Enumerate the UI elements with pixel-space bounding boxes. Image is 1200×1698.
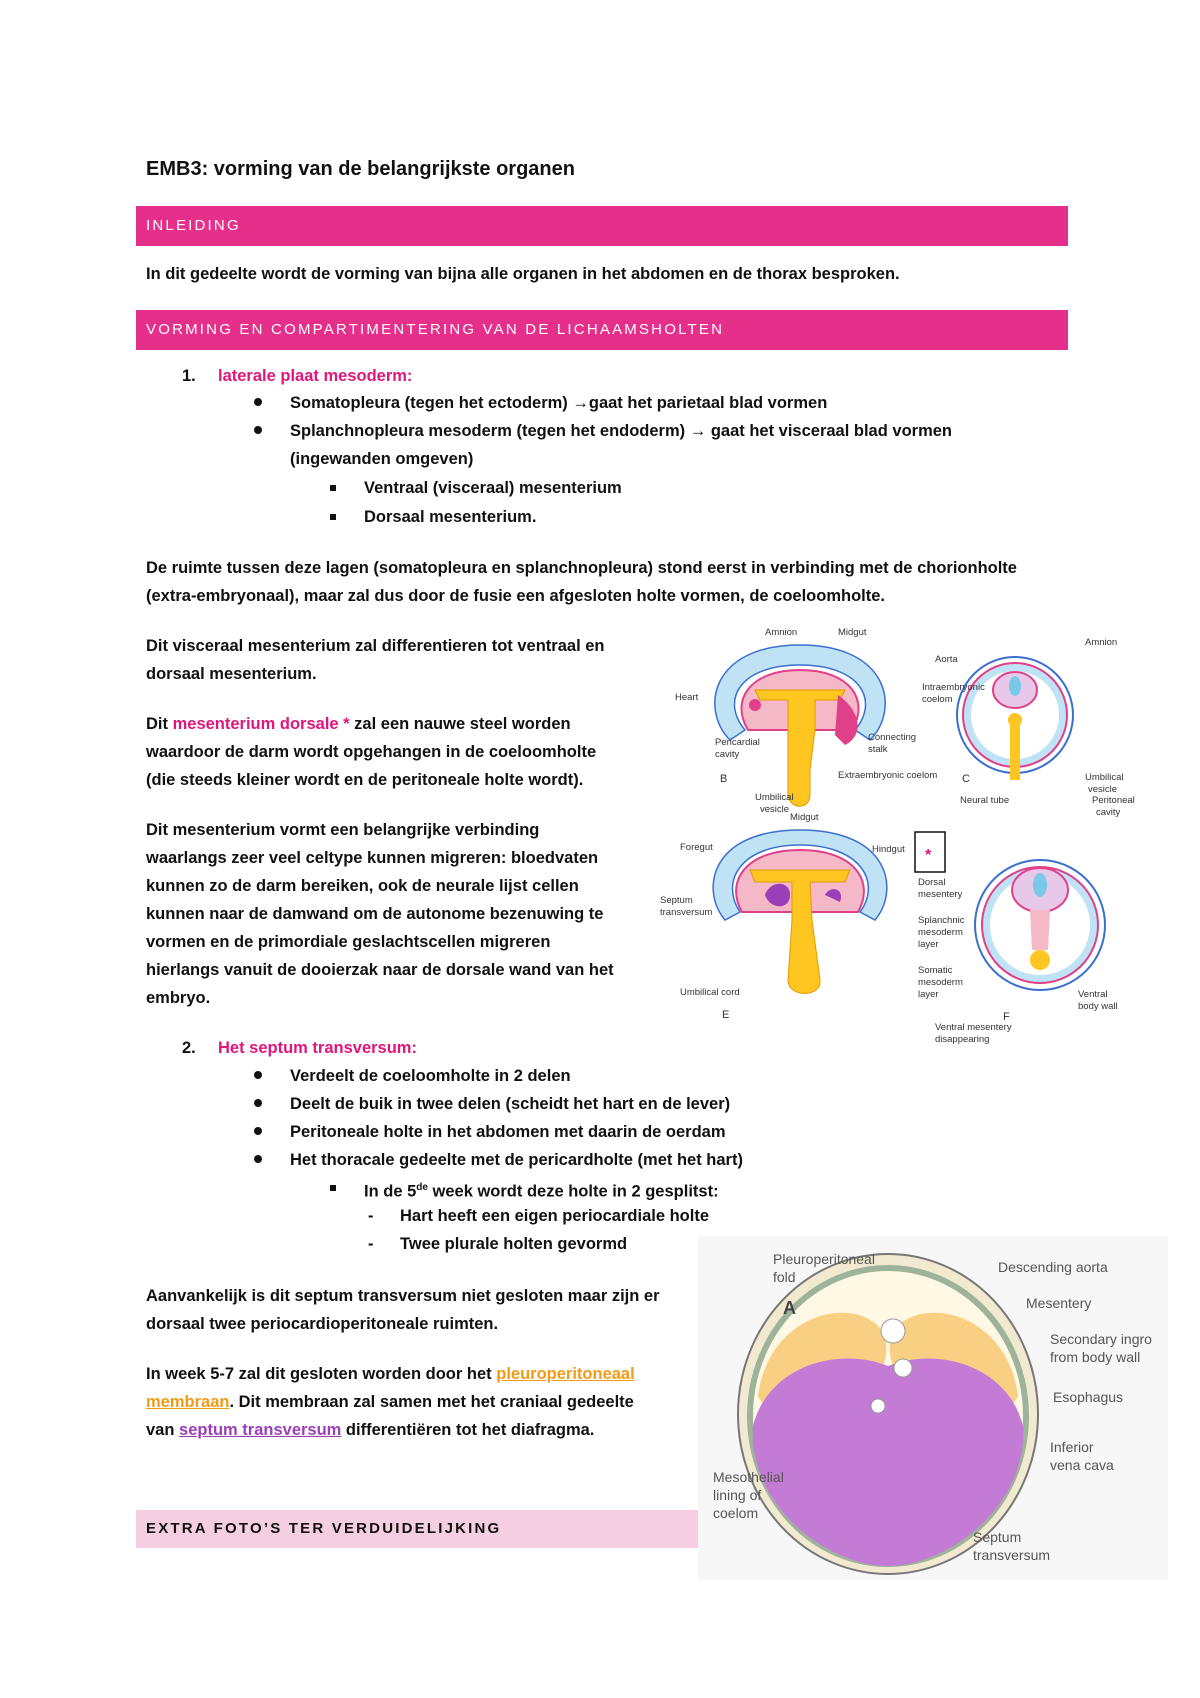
dash-icon: -	[368, 1235, 374, 1253]
list2-bullet4: Het thoracale gedeelte met de pericardholte (met het hart)	[290, 1151, 743, 1169]
panel-e	[660, 812, 905, 1021]
section-header-inleiding: INLEIDING	[136, 206, 1068, 246]
list1-sub1: Ventraal (visceraal) mesenterium	[364, 479, 622, 497]
label: Dorsal	[918, 877, 946, 888]
square-bullet-icon	[330, 485, 336, 491]
label: Splanchnic	[918, 915, 965, 926]
para3-pre: Dit	[146, 715, 173, 733]
label: transversum	[973, 1547, 1051, 1563]
label: Septum	[973, 1529, 1022, 1545]
square-bullet-icon	[330, 514, 336, 520]
para2-line2: dorsaal mesenterium.	[146, 665, 317, 683]
para4-line4: kunnen naar de damwand om de autonome bezenuwing te	[146, 905, 604, 923]
label: Connecting	[868, 732, 917, 743]
label: Intraembryonic	[922, 682, 985, 693]
label: Foregut	[680, 842, 713, 853]
para2-line1: Dit visceraal mesenterium zal differentieren tot ventraal en	[146, 637, 605, 655]
label: Hindgut	[872, 844, 905, 855]
list2-bullet2: Deelt de buik in twee delen (scheidt het hart en de lever)	[290, 1095, 731, 1113]
label: vesicle	[1088, 784, 1118, 795]
label: cavity	[1096, 807, 1121, 818]
label: E	[722, 1009, 730, 1021]
link-septum-transversum[interactable]: septum transversum	[179, 1421, 342, 1439]
dash-icon: -	[368, 1207, 374, 1225]
label: Umbilical	[755, 792, 794, 803]
label: Aorta	[935, 654, 958, 665]
label: Esophagus	[1053, 1389, 1124, 1405]
link-membraan[interactable]: membraan	[146, 1393, 230, 1411]
bullet-icon	[254, 398, 262, 406]
list2-sub1-sup: de	[416, 1182, 428, 1193]
list2-sub1-pre: In de 5	[364, 1182, 417, 1201]
list2-bullet1: Verdeelt de coeloomholte in 2 delen	[290, 1067, 571, 1085]
label: Mesentery	[1026, 1295, 1092, 1311]
label: Septum	[660, 895, 693, 906]
label: layer	[918, 939, 939, 950]
intro-text: In dit gedeelte wordt de vorming van bijna alle organen in het abdomen en de thorax besproken.	[146, 265, 900, 283]
bullet-icon	[254, 426, 262, 434]
link-pleuroperitoneaal[interactable]: pleuroperitoneaal	[496, 1365, 635, 1383]
label: stalk	[868, 744, 888, 755]
para4-line2: waarlangs zeer veel celtype kunnen migreren: bloedvaten	[146, 849, 599, 867]
section-header-extra: EXTRA FOTO’S TER VERDUIDELIJKING	[136, 1510, 698, 1548]
para3-line2: waardoor de darm wordt opgehangen in de coeloomholte	[146, 743, 597, 761]
para4-line7: embryo.	[146, 989, 211, 1007]
para3-line1	[146, 710, 571, 738]
panel-f	[918, 795, 1135, 1045]
label: vena cava	[1050, 1457, 1114, 1473]
label: Midgut	[838, 627, 867, 638]
para5-line2: dorsaal twee periocardioperitoneale ruimten.	[146, 1315, 499, 1333]
para4-line5: vormen en de primordiale geslachtscellen migreren	[146, 933, 551, 951]
label: Heart	[675, 692, 699, 703]
label: A	[783, 1298, 796, 1318]
label: Midgut	[790, 812, 819, 823]
para6-post2: differentiëren tot het diafragma.	[341, 1421, 595, 1439]
para6-line2	[146, 1388, 634, 1416]
bullet-icon	[254, 1127, 262, 1135]
para4-line1: Dit mesenterium vormt een belangrijke verbinding	[146, 821, 540, 839]
page-title: EMB3: vorming van de belangrijkste organen	[146, 158, 575, 180]
label: transversum	[660, 907, 713, 918]
para5-line1: Aanvankelijk is dit septum transversum niet gesloten maar zijn er	[146, 1287, 660, 1305]
para4-line3: kunnen zo de darm bereiken, ook de neurale lijst cellen	[146, 877, 579, 895]
bullet-icon	[254, 1155, 262, 1163]
list1-bullet2-cont: (ingewanden omgeven)	[290, 450, 474, 468]
list1-bullet1: Somatopleura (tegen het ectoderm) →gaat het parietaal blad vormen	[290, 394, 828, 412]
diaphragm-figure	[698, 1236, 1168, 1580]
para6-line1	[146, 1360, 635, 1388]
label: Umbilical cord	[680, 987, 740, 998]
list1-title: laterale plaat mesoderm:	[218, 367, 413, 385]
label: Neural tube	[960, 795, 1010, 806]
label: body wall	[1078, 1001, 1118, 1012]
label: Inferior	[1050, 1439, 1094, 1455]
label: mesoderm	[918, 977, 963, 988]
list2-dash2: Twee plurale holten gevormd	[400, 1235, 628, 1253]
square-bullet-icon	[330, 1185, 336, 1191]
panel-b	[675, 627, 937, 815]
label: Peritoneal	[1092, 795, 1135, 806]
list2-dash1: Hart heeft een eigen periocardiale holte	[400, 1207, 710, 1225]
list1-sub2: Dorsaal mesenterium.	[364, 508, 537, 526]
panel-c	[922, 637, 1124, 795]
label: Ventral mesentery	[935, 1022, 1012, 1033]
para6-line3	[146, 1416, 594, 1444]
section-header-vorming: VORMING EN COMPARTIMENTERING VAN DE LICHAAMSHOLTEN	[136, 310, 1068, 350]
para1-line2: (extra-embryonaal), maar zal dus door de fusie een afgesloten holte vormen, de coeloomholte.	[146, 587, 886, 605]
label: lining of	[713, 1487, 762, 1503]
label: layer	[918, 989, 939, 1000]
para6-mid: . Dit membraan zal samen met het craniaal gedeelte	[229, 1393, 634, 1411]
label: Somatic	[918, 965, 953, 976]
para3-line3: (die steeds kleiner wordt en de peritoneale holte wordt).	[146, 771, 584, 789]
label: vesicle	[760, 804, 790, 815]
label: Secondary ingro	[1050, 1331, 1152, 1347]
para6-pre2: van	[146, 1421, 180, 1439]
label: Pleuroperitoneal	[773, 1251, 875, 1267]
para3-post: zal een nauwe steel worden	[349, 715, 571, 733]
list2-sub1	[364, 1174, 719, 1206]
bullet-icon	[254, 1099, 262, 1107]
label: coelom	[922, 694, 953, 705]
label: mesoderm	[918, 927, 963, 938]
label: mesentery	[918, 889, 963, 900]
list1-bullet2: Splanchnopleura mesoderm (tegen het endoderm) → gaat het visceraal blad vormen	[290, 422, 952, 440]
para3-highlight: mesenterium dorsale *	[172, 715, 350, 733]
star-marker: *	[925, 847, 932, 864]
label: coelom	[713, 1505, 759, 1521]
label: Mesothelial	[713, 1469, 784, 1485]
list2-number: 2.	[182, 1039, 196, 1057]
list2-sub1-post: week wordt deze holte in 2 gesplitst:	[427, 1182, 719, 1201]
label: Ventral	[1078, 989, 1108, 1000]
para1-line1: De ruimte tussen deze lagen (somatopleura en splanchnopleura) stond eerst in verbinding met de chorionholte	[146, 559, 1017, 577]
label: from body wall	[1050, 1349, 1141, 1365]
para6-pre: In week 5-7 zal dit gesloten worden door het	[146, 1365, 497, 1383]
list1-number: 1.	[182, 367, 196, 385]
list2-bullet3: Peritoneale holte in het abdomen met daarin de oerdam	[290, 1123, 726, 1141]
embryo-folding-figure	[660, 620, 1140, 1080]
label: B	[720, 773, 728, 785]
label: Descending aorta	[998, 1259, 1108, 1275]
label: F	[1003, 1011, 1010, 1023]
label: disappearing	[935, 1034, 990, 1045]
label: C	[962, 773, 970, 785]
label: Amnion	[1085, 637, 1118, 648]
label: Umbilical	[1085, 772, 1124, 783]
label: Extraembryonic coelom	[838, 770, 938, 781]
label: fold	[773, 1269, 796, 1285]
para4-line6: hierlangs vanuit de dooierzak naar de dorsale wand van het	[146, 961, 614, 979]
list2-title: Het septum transversum:	[218, 1039, 417, 1057]
label: Amnion	[765, 627, 798, 638]
bullet-icon	[254, 1071, 262, 1079]
label: cavity	[715, 749, 740, 760]
label: Pericardial	[715, 737, 760, 748]
